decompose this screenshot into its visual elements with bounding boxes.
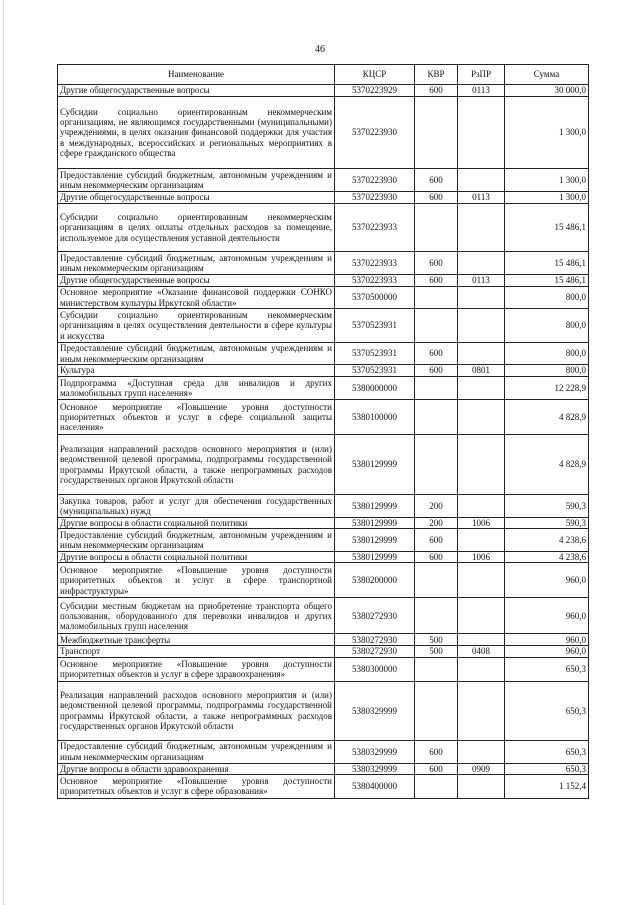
row-name-cell: Подпрограмма «Доступная среда для инвалидов и других маломобильных групп населения» <box>58 377 335 400</box>
header-kvr: КВР <box>415 65 458 85</box>
row-kvr-cell <box>415 598 458 634</box>
row-rzpr-cell <box>458 169 505 192</box>
row-sum-cell: 800,0 <box>505 365 589 377</box>
row-kcsr-cell: 5370223933 <box>335 252 415 275</box>
row-sum-cell: 960,0 <box>505 634 589 646</box>
table-row <box>58 309 589 343</box>
row-sum-cell: 12 228,9 <box>505 377 589 400</box>
row-sum-cell: 590,3 <box>505 495 589 518</box>
row-sum-cell: 1 300,0 <box>505 169 589 192</box>
row-kvr-cell <box>415 97 458 169</box>
row-kcsr-cell: 5370223930 <box>335 192 415 204</box>
row-rzpr-cell <box>458 657 505 681</box>
row-sum-cell: 15 486,1 <box>505 252 589 275</box>
row-rzpr-cell: 0113 <box>458 192 505 204</box>
row-rzpr-cell <box>458 287 505 309</box>
row-kcsr-cell: 5380329999 <box>335 681 415 740</box>
row-kcsr-cell: 5380129999 <box>335 552 415 563</box>
row-rzpr-cell <box>458 774 505 798</box>
row-kcsr-cell: 5370223930 <box>335 169 415 192</box>
row-name-cell: Предоставление субсидий бюджетным, автономным учреждениям и иным некоммерческим организациям <box>58 740 335 763</box>
row-name-cell: Основное мероприятие «Повышение уровня доступности приоритетных объектов и услуг в сфере транспортной инфраструктуры» <box>58 563 335 598</box>
row-sum-cell: 960,0 <box>505 598 589 634</box>
row-sum-cell: 4 828,9 <box>505 435 589 495</box>
row-sum-cell: 4 238,6 <box>505 552 589 563</box>
table-header-row <box>58 65 589 85</box>
row-kvr-cell: 600 <box>415 252 458 275</box>
row-rzpr-cell <box>458 740 505 763</box>
row-kvr-cell: 600 <box>415 529 458 552</box>
row-sum-cell: 650,3 <box>505 740 589 763</box>
row-kcsr-cell: 5380129999 <box>335 518 415 529</box>
row-kvr-cell: 500 <box>415 634 458 646</box>
row-kvr-cell: 600 <box>415 740 458 763</box>
header-sum: Сумма <box>505 65 589 85</box>
row-name-cell: Предоставление субсидий бюджетным, автономным учреждениям и иным некоммерческим организациям <box>58 529 335 552</box>
table-row <box>58 763 589 774</box>
row-rzpr-cell: 0113 <box>458 275 505 287</box>
row-kvr-cell <box>415 400 458 435</box>
row-sum-cell: 800,0 <box>505 287 589 309</box>
row-sum-cell: 650,3 <box>505 763 589 774</box>
row-kvr-cell <box>415 204 458 252</box>
row-name-cell: Субсидии социально ориентированным некоммерческим организациям, не являющимся государственными (муниципальными) учреждениями, в целях оказания финансовой поддержки для участия в международных, всероссийских и региональных мероприятиях в сфере гражданского общества <box>58 97 335 169</box>
row-kvr-cell <box>415 309 458 343</box>
table-body <box>58 85 589 799</box>
row-rzpr-cell <box>458 681 505 740</box>
row-rzpr-cell: 0801 <box>458 365 505 377</box>
table-row <box>58 169 589 192</box>
row-kvr-cell <box>415 657 458 681</box>
table-row <box>58 646 589 657</box>
row-name-cell: Реализация направлений расходов основного мероприятия и (или) ведомственной целевой программы, подпрограммы государственной программы Иркутской области, а также непрограммных расходов государственных органов Иркутской области <box>58 435 335 495</box>
table-row <box>58 97 589 169</box>
row-sum-cell: 590,3 <box>505 518 589 529</box>
row-rzpr-cell: 1006 <box>458 518 505 529</box>
row-rzpr-cell <box>458 343 505 365</box>
row-sum-cell: 1 300,0 <box>505 97 589 169</box>
budget-table-container <box>57 64 588 799</box>
row-kvr-cell: 500 <box>415 646 458 657</box>
row-sum-cell: 650,3 <box>505 657 589 681</box>
row-sum-cell: 800,0 <box>505 309 589 343</box>
row-name-cell: Другие общегосударственные вопросы <box>58 192 335 204</box>
row-kcsr-cell: 5380329999 <box>335 740 415 763</box>
row-rzpr-cell <box>458 204 505 252</box>
row-name-cell: Субсидии социально ориентированным некоммерческим организациям в целях осуществления деятельности в сфере культуры и искусства <box>58 309 335 343</box>
budget-table <box>57 64 589 799</box>
row-name-cell: Другие вопросы в области здравоохранения <box>58 763 335 774</box>
row-kvr-cell <box>415 287 458 309</box>
row-sum-cell: 4 238,6 <box>505 529 589 552</box>
row-rzpr-cell <box>458 309 505 343</box>
table-row <box>58 681 589 740</box>
row-kvr-cell: 600 <box>415 343 458 365</box>
row-sum-cell: 30 000,0 <box>505 85 589 97</box>
row-kcsr-cell: 5380129999 <box>335 435 415 495</box>
row-rzpr-cell <box>458 400 505 435</box>
table-row <box>58 275 589 287</box>
row-kcsr-cell: 5370223933 <box>335 275 415 287</box>
row-kcsr-cell: 5380129999 <box>335 529 415 552</box>
row-kvr-cell: 600 <box>415 85 458 97</box>
row-kvr-cell <box>415 563 458 598</box>
row-kvr-cell <box>415 435 458 495</box>
row-rzpr-cell: 0408 <box>458 646 505 657</box>
row-kcsr-cell: 5370223930 <box>335 97 415 169</box>
row-kcsr-cell: 5380329999 <box>335 763 415 774</box>
row-name-cell: Предоставление субсидий бюджетным, автономным учреждениям и иным некоммерческим организациям <box>58 343 335 365</box>
row-sum-cell: 800,0 <box>505 343 589 365</box>
table-row <box>58 400 589 435</box>
row-name-cell: Закупка товаров, работ и услуг для обеспечения государственных (муниципальных) нужд <box>58 495 335 518</box>
row-name-cell: Основное мероприятие «Оказание финансовой поддержки СОНКО министерством культуры Иркутской области» <box>58 287 335 309</box>
row-sum-cell: 650,3 <box>505 681 589 740</box>
row-kcsr-cell: 5370523931 <box>335 343 415 365</box>
row-rzpr-cell <box>458 529 505 552</box>
row-kvr-cell: 600 <box>415 192 458 204</box>
row-kcsr-cell: 5370223929 <box>335 85 415 97</box>
row-kcsr-cell: 5380400000 <box>335 774 415 798</box>
row-rzpr-cell <box>458 252 505 275</box>
table-row <box>58 192 589 204</box>
row-rzpr-cell <box>458 634 505 646</box>
row-kvr-cell <box>415 681 458 740</box>
row-kvr-cell: 600 <box>415 365 458 377</box>
row-kcsr-cell: 5380200000 <box>335 563 415 598</box>
table-row <box>58 343 589 365</box>
header-rzpr: РзПР <box>458 65 505 85</box>
row-sum-cell: 15 486,1 <box>505 275 589 287</box>
row-rzpr-cell <box>458 495 505 518</box>
row-kcsr-cell: 5380272930 <box>335 634 415 646</box>
row-name-cell: Транспорт <box>58 646 335 657</box>
table-row <box>58 518 589 529</box>
table-row <box>58 774 589 798</box>
row-name-cell: Другие вопросы в области социальной политики <box>58 552 335 563</box>
row-kvr-cell: 600 <box>415 552 458 563</box>
page-number: 46 <box>315 44 325 55</box>
table-row <box>58 287 589 309</box>
row-rzpr-cell: 1006 <box>458 552 505 563</box>
row-kvr-cell: 600 <box>415 763 458 774</box>
row-name-cell: Основное мероприятие «Повышение уровня доступности приоритетных объектов и услуг в сфере здравоохранения» <box>58 657 335 681</box>
row-name-cell: Субсидии местным бюджетам на приобретение транспорта общего пользования, оборудованного для перевозки инвалидов и других маломобильных групп населения <box>58 598 335 634</box>
row-name-cell: Межбюджетные трансферты <box>58 634 335 646</box>
table-row <box>58 85 589 97</box>
row-kcsr-cell: 5370523931 <box>335 365 415 377</box>
row-kcsr-cell: 5370500000 <box>335 287 415 309</box>
row-kcsr-cell: 5370223933 <box>335 204 415 252</box>
table-row <box>58 495 589 518</box>
table-row <box>58 365 589 377</box>
row-kcsr-cell: 5380272930 <box>335 646 415 657</box>
row-sum-cell: 960,0 <box>505 563 589 598</box>
row-sum-cell: 4 828,9 <box>505 400 589 435</box>
row-name-cell: Культура <box>58 365 335 377</box>
row-kvr-cell: 600 <box>415 275 458 287</box>
table-row <box>58 740 589 763</box>
row-sum-cell: 960,0 <box>505 646 589 657</box>
row-kcsr-cell: 5370523931 <box>335 309 415 343</box>
row-kvr-cell <box>415 774 458 798</box>
table-row <box>58 657 589 681</box>
row-rzpr-cell: 0113 <box>458 85 505 97</box>
row-name-cell: Другие вопросы в области социальной политики <box>58 518 335 529</box>
header-kcsr: КЦСР <box>335 65 415 85</box>
table-row <box>58 204 589 252</box>
row-kcsr-cell: 5380272930 <box>335 598 415 634</box>
row-rzpr-cell <box>458 377 505 400</box>
row-name-cell: Реализация направлений расходов основного мероприятия и (или) ведомственной целевой программы, подпрограммы государственной программы Иркутской области, а также непрограммных расходов государственных органов Иркутской области <box>58 681 335 740</box>
row-sum-cell: 1 300,0 <box>505 192 589 204</box>
row-rzpr-cell <box>458 563 505 598</box>
table-row <box>58 563 589 598</box>
row-kvr-cell <box>415 377 458 400</box>
row-kvr-cell: 200 <box>415 495 458 518</box>
row-kcsr-cell: 5380100000 <box>335 400 415 435</box>
row-kcsr-cell: 5380000000 <box>335 377 415 400</box>
row-name-cell: Основное мероприятие «Повышение уровня доступности приоритетных объектов и услуг в сфере социальной защиты населения» <box>58 400 335 435</box>
row-rzpr-cell <box>458 598 505 634</box>
row-name-cell: Субсидии социально ориентированным некоммерческим организациям в целях оплаты отдельных расходов за помещение, используемое для осуществления уставной деятельности <box>58 204 335 252</box>
row-kvr-cell: 200 <box>415 518 458 529</box>
row-name-cell: Другие общегосударственные вопросы <box>58 275 335 287</box>
header-name: Наименование <box>58 65 335 85</box>
row-sum-cell: 15 486,1 <box>505 204 589 252</box>
row-rzpr-cell <box>458 435 505 495</box>
row-sum-cell: 1 152,4 <box>505 774 589 798</box>
row-kcsr-cell: 5380129999 <box>335 495 415 518</box>
table-row <box>58 435 589 495</box>
row-name-cell: Основное мероприятие «Повышение уровня доступности приоритетных объектов и услуг в сфере образования» <box>58 774 335 798</box>
row-name-cell: Предоставление субсидий бюджетным, автономным учреждениям и иным некоммерческим организациям <box>58 252 335 275</box>
table-row <box>58 634 589 646</box>
row-name-cell: Предоставление субсидий бюджетным, автономным учреждениям и иным некоммерческим организациям <box>58 169 335 192</box>
table-row <box>58 529 589 552</box>
table-row <box>58 377 589 400</box>
row-rzpr-cell: 0909 <box>458 763 505 774</box>
table-row <box>58 252 589 275</box>
row-kvr-cell: 600 <box>415 169 458 192</box>
row-name-cell: Другие общегосударственные вопросы <box>58 85 335 97</box>
row-kcsr-cell: 5380300000 <box>335 657 415 681</box>
row-rzpr-cell <box>458 97 505 169</box>
scan-edge <box>3 0 4 905</box>
table-row <box>58 598 589 634</box>
table-row <box>58 552 589 563</box>
